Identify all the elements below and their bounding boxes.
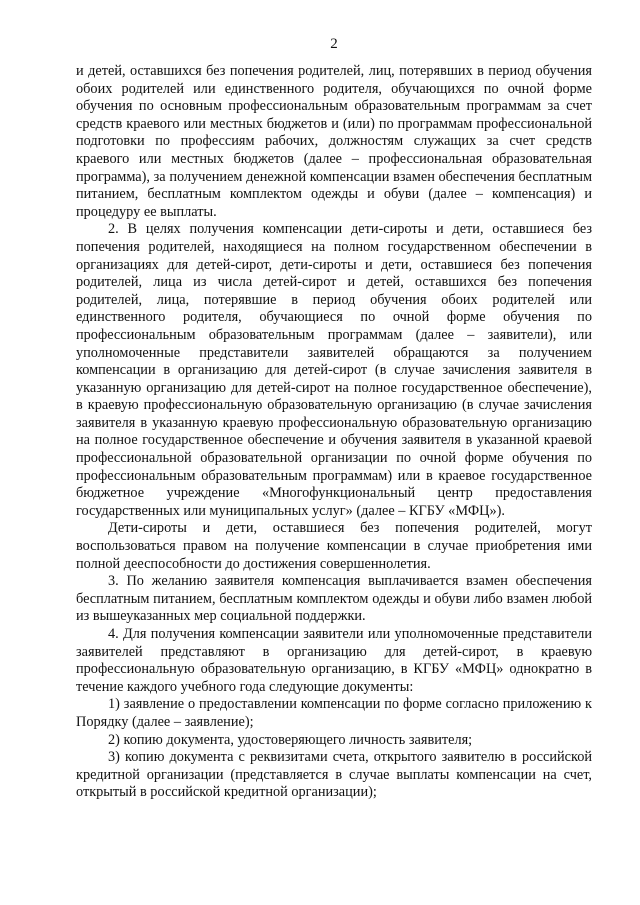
list-item-2: 2) копию документа, удостоверяющего личность заявителя; — [108, 731, 473, 748]
paragraph-continuation: и детей, оставшихся без попечения родителей, лиц, потерявших в период обучения обоих родителей или единственного родителя, обучающихся по очной форме обучения по основным профессиональным образовательным программам за счет средств краевого или местных бюджетов и (или) по программам профессиональной подготовки по профессиям рабочих, должностям служащих за счет средств краевого или местных бюджетов (далее – профессиональная образовательная программа), за получением денежной компенсации взамен обеспечения бесплатным питанием, бесплатным комплектом одежды и обуви (далее – компенсация) и процедуру ее выплаты. — [76, 63, 592, 220]
paragraph-item-3: 3. По желанию заявителя компенсация выплачивается взамен обеспечения бесплатным питанием, бесплатным комплектом одежды и обуви либо взамен любой из вышеуказанных мер социальной поддержки. — [76, 573, 592, 625]
list-item-3: 3) копию документа с реквизитами счета, открытого заявителю в российской кредитной организации (представляется в случае выплаты компенсации на счет, открытый в российской кредитной организации); — [76, 749, 592, 801]
paragraph-item-2: 2. В целях получения компенсации дети-сироты и дети, оставшиеся без попечения родителей, находящиеся на полном государственном обеспечении в организациях для детей-сирот, дети-сироты и дети, оставшиеся без попечения родителей, лица из числа детей-сирот и детей, оставшихся без попечения родителей, лица, потерявшие в период обучения обоих родителей или единственного родителя, обучающиеся по очной форме обучения по профессиональным образовательным программам (далее – заявители), или уполномоченные представители заявителей обращаются за получением компенсации в организацию для детей-сирот (в случае зачисления заявителя в указанную организацию для детей-сирот на полное государственное обеспечение), в краевую профессиональную образовательную организацию (в случае зачисления заявителя в указанную краевую профессиональную образовательную организацию на полное государственное обеспечение и обучения заявителя в указанной краевой профессиональной образовательной организации по очной форме обучения по профессиональным образовательным программам) или в краевое государственное бюджетное учреждение «Многофункциональный центр предоставления государственных или муниципальных услуг» (далее – КГБУ «МФЦ»). — [76, 221, 592, 519]
document-body — [76, 63, 592, 802]
page-number: 2 — [330, 36, 338, 52]
list-item-1: 1) заявление о предоставлении компенсации по форме согласно приложению к Порядку (далее – заявление); — [76, 696, 592, 730]
paragraph-orphans-rights: Дети-сироты и дети, оставшиеся без попечения родителей, могут воспользоваться правом на получение компенсации в случае приобретения ими полной дееспособности до достижения совершеннолетия. — [76, 520, 592, 572]
paragraph-item-4: 4. Для получения компенсации заявители или уполномоченные представители заявителей представляют в организацию для детей-сирот, в краевую профессиональную образовательную организацию, в КГБУ «МФЦ» однократно в течение каждого учебного года следующие документы: — [76, 626, 592, 695]
